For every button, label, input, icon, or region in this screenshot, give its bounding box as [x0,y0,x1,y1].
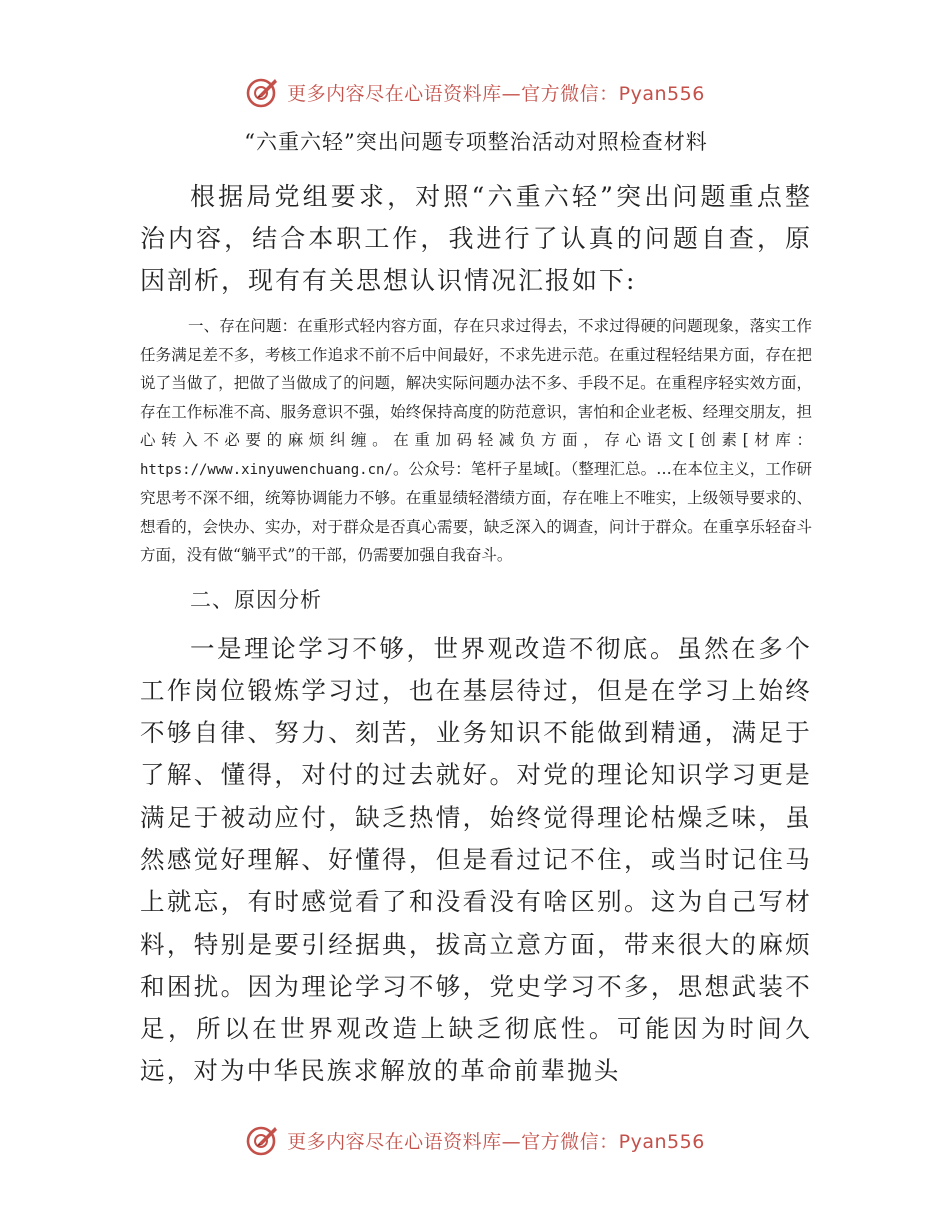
source-url: https://www.xinyuwenchuang.cn/ [140,461,393,478]
watermark-banner-bottom [0,1118,950,1162]
logo-icon [245,75,279,109]
document-title: “六重六轻”突出问题专项整治活动对照检查材料 [244,130,708,154]
problems-paragraph: 一、存在问题：在重形式轻内容方面，存在只求过得去，不求过得硬的问题现象，落实工作任务满足差不多，考核工作追求不前不后中间最好，不求先进示范。在重过程轻结果方面，存在把说了当做了，把做了当做成了的问题，解决实际问题办法不多、手段不足。在重程序轻实效方面，存在工作标准不高、服务意识不强，始终保持高度的防范意识，害怕和企业老板、经理交朋友，担心转入不必要的麻烦纠缠。在重加码轻减负方面，存心语文[创素[材库：https://www.xinyuwenchuang.cn/。公众号：笔杆子星域[。（整理汇总。…在本位主义，工作研究思考不深不细，统筹协调能力不够。在重显绩轻潜绩方面，存在唯上不唯实，上级领导要求的、想看的，会快办、实办，对于群众是否真心需要，缺乏深入的调查，问计于群众。在重享乐轻奋斗方面，没有做“躺平式”的干部，仍需要加强自我奋斗。 [140,317,812,564]
watermark-wechat-id: Pyan556 [618,1130,705,1153]
watermark-text: 更多内容尽在心语资料库—官方微信：Pyan556 [287,1130,705,1153]
document-body [140,118,812,1093]
cause-analysis-paragraph: 一是理论学习不够，世界观改造不彻底。虽然在多个工作岗位锻炼学习过，也在基层待过，但是在学习上始终不够自律、努力、刻苦，业务知识不能做到精通，满足于了解、懂得，对付的过去就好。对党的理论知识学习更是满足于被动应付，缺乏热情，始终觉得理论枯燥乏味，虽然感觉好理解、好懂得，但是看过记不住，或当时记住马上就忘，有时感觉看了和没看没有啥区别。这为自己写材料，特别是要引经据典，拔高立意方面，带来很大的麻烦和困扰。因为理论学习不够，党史学习不多，思想武装不足，所以在世界观改造上缺乏彻底性。可能因为时间久远，对为中华民族求解放的革命前辈抛头 [140,633,812,1086]
logo-icon [245,1123,279,1157]
watermark-banner-top [0,70,950,114]
watermark-text: 更多内容尽在心语资料库—官方微信：Pyan556 [287,82,705,105]
section-heading-cause-analysis: 二、原因分析 [190,587,322,612]
watermark-wechat-id: Pyan556 [618,82,705,105]
intro-paragraph: 根据局党组要求，对照“六重六轻”突出问题重点整治内容，结合本职工作，我进行了认真的问题自查，原因剖析，现有有关思想认识情况汇报如下: [140,182,812,295]
